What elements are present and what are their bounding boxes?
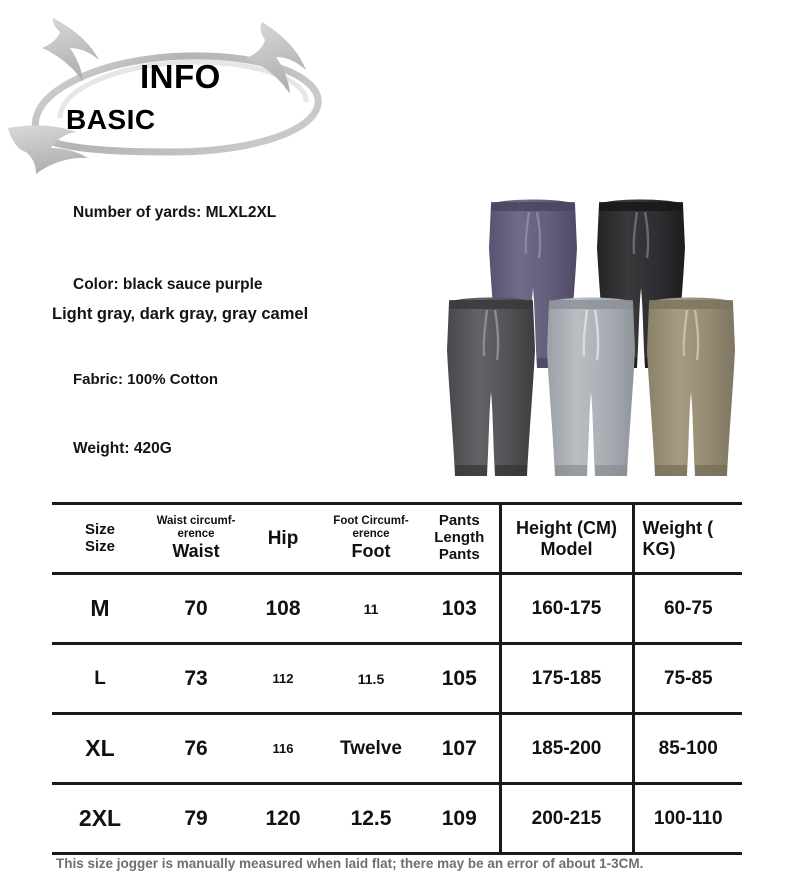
cell-length: 103 — [420, 574, 500, 644]
table-row — [52, 574, 742, 644]
cell-weight: 60-75 — [633, 574, 742, 644]
cell-size: M — [52, 574, 148, 644]
table-header-row — [52, 504, 742, 574]
table-row — [52, 784, 742, 854]
cell-waist: 70 — [148, 574, 244, 644]
cell-length: 105 — [420, 644, 500, 714]
cell-hip: 108 — [244, 574, 322, 644]
header-height: Height (CM) Model — [500, 504, 633, 574]
cell-height: 175-185 — [500, 644, 633, 714]
size-table — [52, 502, 742, 855]
header-size: Size Size — [52, 504, 148, 574]
info-weight: Weight: 420G — [73, 440, 172, 457]
cell-waist: 73 — [148, 644, 244, 714]
cell-foot: 11 — [322, 574, 420, 644]
cell-weight: 85-100 — [633, 714, 742, 784]
cell-waist: 79 — [148, 784, 244, 854]
info-color-more: Light gray, dark gray, gray camel — [52, 305, 309, 323]
page-title: INFO — [140, 58, 221, 95]
jogger-dark-gray — [443, 294, 539, 479]
cell-foot: 12.5 — [322, 784, 420, 854]
cell-length: 109 — [420, 784, 500, 854]
cell-length: 107 — [420, 714, 500, 784]
header-weight: Weight ( KG) — [633, 504, 742, 574]
page-subtitle: BASIC — [66, 104, 156, 135]
cell-waist: 76 — [148, 714, 244, 784]
cell-height: 160-175 — [500, 574, 633, 644]
cell-foot: 11.5 — [322, 644, 420, 714]
cell-size: 2XL — [52, 784, 148, 854]
cell-size: L — [52, 644, 148, 714]
header-hip: Hip — [244, 504, 322, 574]
header — [0, 0, 420, 185]
table-row — [52, 714, 742, 784]
cell-hip: 112 — [244, 644, 322, 714]
product-photo-grid — [443, 196, 753, 481]
header-foot: Foot Circumf- erence Foot — [322, 504, 420, 574]
info-fabric: Fabric: 100% Cotton — [73, 371, 219, 388]
header-pants-length: Pants Length Pants — [420, 504, 500, 574]
cell-hip: 120 — [244, 784, 322, 854]
cell-foot: Twelve — [322, 714, 420, 784]
cell-height: 185-200 — [500, 714, 633, 784]
jogger-light-gray — [543, 294, 639, 479]
cell-size: XL — [52, 714, 148, 784]
cell-weight: 75-85 — [633, 644, 742, 714]
cell-hip: 116 — [244, 714, 322, 784]
info-yards: Number of yards: MLXL2XL — [73, 204, 277, 221]
info-color: Color: black sauce purple — [73, 276, 263, 293]
measurement-disclaimer: This size jogger is manually measured when laid flat; there may be an error of about 1-3CM. — [56, 856, 644, 871]
header-waist: Waist circumf- erence Waist — [148, 504, 244, 574]
cell-weight: 100-110 — [633, 784, 742, 854]
size-table-wrapper — [52, 502, 742, 839]
table-row — [52, 644, 742, 714]
cell-height: 200-215 — [500, 784, 633, 854]
jogger-camel — [643, 294, 739, 479]
